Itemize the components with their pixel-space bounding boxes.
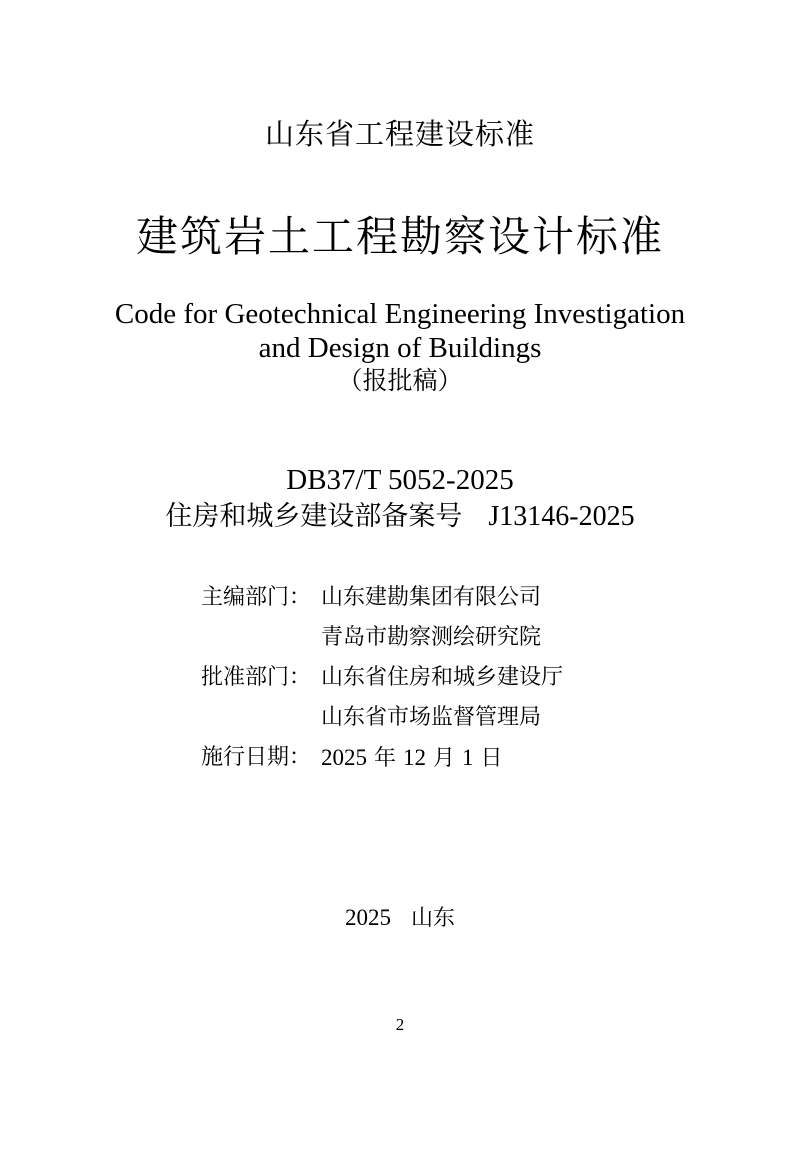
- effective-year: 2025: [321, 745, 367, 770]
- approver-1: 山东省住房和城乡建设厅: [321, 665, 564, 690]
- spacer: [201, 618, 321, 658]
- year-unit: 年: [367, 746, 403, 771]
- chief-editor-1: 山东建勘集团有限公司: [321, 585, 542, 610]
- series-title: 山东省工程建设标准: [264, 117, 535, 151]
- filing-record: [0, 498, 800, 536]
- footer-year: 2025: [344, 905, 391, 930]
- effective-date: [321, 738, 503, 778]
- day-unit: 日: [473, 746, 503, 771]
- effective-day: 1: [462, 745, 474, 770]
- approver-row-2: [201, 698, 681, 738]
- effective-date-row: [201, 738, 681, 778]
- approver-row: [201, 658, 681, 698]
- chief-editor-label: 主编部门：: [201, 585, 312, 610]
- publication-info: [201, 578, 681, 778]
- filing-number: J13146-2025: [488, 501, 635, 532]
- page-number: 2: [395, 1015, 405, 1034]
- english-title-line-1: Code for Geotechnical Engineering Investigation: [114, 298, 686, 330]
- approver-2: 山东省市场监督管理局: [321, 705, 542, 730]
- chief-editor-row-2: [201, 618, 681, 658]
- footer-place: 山东: [410, 906, 455, 931]
- effective-date-label: 施行日期：: [201, 745, 312, 770]
- approver-label: 批准部门：: [201, 665, 312, 690]
- main-title: 建筑岩土工程勘察设计标准: [135, 212, 664, 261]
- footer-year-place: [0, 900, 800, 937]
- filing-label: 住房和城乡建设部备案号: [165, 501, 463, 532]
- month-unit: 月: [426, 746, 462, 771]
- spacer: [201, 698, 321, 738]
- effective-month: 12: [403, 745, 426, 770]
- chief-editor-2: 青岛市勘察测绘研究院: [321, 625, 542, 650]
- english-title-line-2: and Design of Buildings: [258, 332, 542, 364]
- draft-status: （报批稿）: [337, 366, 463, 395]
- standard-number: DB37/T 5052-2025: [286, 464, 514, 496]
- chief-editor-row: [201, 578, 681, 618]
